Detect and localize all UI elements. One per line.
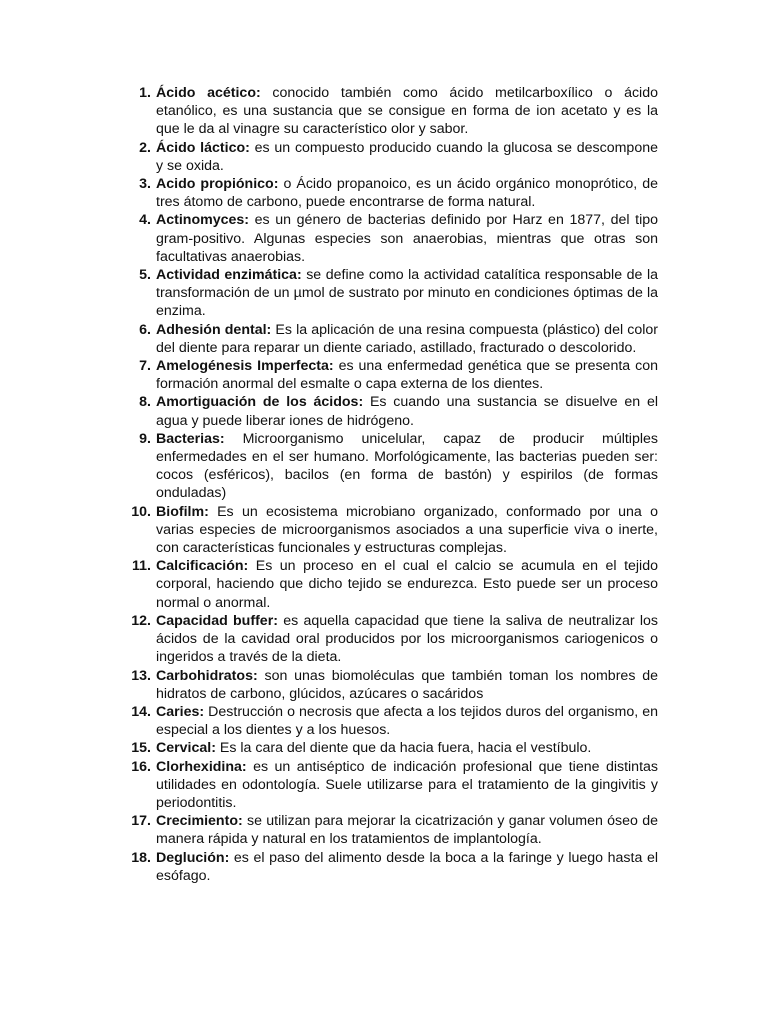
entry-text [156,703,658,739]
entry-term: Caries: [156,703,205,720]
entry-definition: es una enfermedad genética que se presenta con formación anormal del esmalte o capa externa de los dientes. [156,358,658,393]
entry-definition: es aquella capacidad que tiene la saliva de neutralizar los ácidos de la cavidad oral producidos por los microorganismos cariogenicos o ingeridos a través de la dieta. [156,612,659,666]
entry-term: Calcificación: [156,558,249,575]
glossary-entry [126,321,658,357]
entry-text [156,812,658,848]
entry-text [156,175,658,211]
entry-text [156,557,658,612]
entry-definition: se utilizan para mejorar la cicatrización y ganar volumen óseo de manera rápida y natural en los tratamientos de implantología. [156,813,658,848]
entry-definition: es un género de bacterias definido por Harz en 1877, del tipo gram-positivo. Algunas especies son anaerobias, mientras que otras son facultativas anaerobias. [156,212,658,265]
entry-term: Adhesión dental: [156,321,272,338]
entry-number: 6. [139,321,151,338]
glossary-entry [126,139,658,175]
glossary-entry [126,812,658,848]
glossary-entry [126,211,658,266]
entry-term: Carbohidratos: [156,667,258,684]
entry-number: 11. [132,558,151,575]
entry-term: Cervical: [156,740,216,757]
glossary-entry [126,612,658,667]
entry-text [156,266,658,321]
entry-definition: es un antiséptico de indicación profesional que tiene distintas utilidades en odontología. Suele utilizarse para el tratamiento de la gingivitis y periodontitis. [156,758,658,811]
entry-text [156,612,658,667]
entry-number: 2. [139,139,151,156]
glossary-entry [126,739,658,757]
entry-definition: Microorganismo unicelular, capaz de producir múltiples enfermedades en el ser humano. Morfológicamente, las bacterias pueden ser: cocos (esféricos), bacilos (en forma de bastón) y espirilos (de formas onduladas) [156,430,658,502]
glossary-entry [126,758,658,813]
entry-number: 8. [139,394,151,411]
entry-definition: es un compuesto producido cuando la glucosa se descompone y se oxida. [156,139,658,174]
glossary-entry [126,175,658,211]
entry-term: Crecimiento: [156,813,243,830]
glossary-entry [126,84,658,139]
glossary-list [126,84,658,885]
entry-text [156,758,658,813]
glossary-entry [126,557,658,612]
entry-text [156,321,658,357]
entry-text [156,84,658,139]
entry-term: Bacterias: [156,430,225,447]
entry-text [156,739,658,757]
entry-definition: es el paso del alimento desde la boca a la faringe y luego hasta el esófago. [156,849,658,884]
entry-definition: conocido también como ácido metilcarboxílico o ácido etanólico, es una sustancia que se consigue en forma de ion acetato y es la que le da al vinagre su característico olor y sabor. [156,85,658,138]
entry-definition: o Ácido propanoico, es un ácido orgánico monoprótico, de tres átomo de carbono, puede encontrarse de forma natural. [156,176,659,211]
entry-term: Actinomyces: [156,212,250,229]
entry-number: 12. [131,612,151,629]
entry-definition: Es la cara del diente que da hacia fuera, hacia el vestíbulo. [215,740,592,757]
entry-number: 15. [131,740,151,757]
entry-term: Acido propiónico: [156,176,279,193]
entry-term: Clorhexidina: [156,758,247,775]
entry-definition: Es la aplicación de una resina compuesta (plástico) del color del diente para reparar un diente cariado, astillado, fracturado o descolorido. [156,321,658,356]
entry-number: 1. [139,85,151,101]
entry-term: Actividad enzimática: [156,267,302,284]
entry-number: 14. [131,703,151,720]
entry-number: 4. [139,212,151,229]
entry-number: 3. [139,176,151,193]
entry-number: 13. [131,667,151,684]
entry-term: Ácido acético: [156,85,261,101]
glossary-entry [126,357,658,393]
entry-number: 10. [131,503,151,520]
entry-definition: son unas biomoléculas que también toman los nombres de hidratos de carbono, glúcidos, azúcares o sacáridos [156,667,658,702]
entry-definition: Destrucción o necrosis que afecta a los tejidos duros del organismo, en especial a los dientes y a los huesos. [156,703,658,739]
entry-term: Deglución: [156,849,230,866]
entry-text [156,849,658,885]
glossary-entry [126,430,658,503]
entry-text [156,211,658,266]
glossary-entry [126,503,658,558]
entry-term: Biofilm: [156,503,209,520]
entry-text [156,503,658,558]
entry-term: Amortiguación de los ácidos: [156,394,364,411]
glossary-entry [126,849,658,885]
entry-number: 17. [131,813,151,830]
entry-number: 5. [139,267,151,284]
entry-definition: Es cuando una sustancia se disuelve en el agua y puede liberar iones de hidrógeno. [156,394,658,429]
entry-text [156,393,658,429]
entry-text [156,357,658,393]
entry-term: Capacidad buffer: [156,612,278,629]
entry-definition: Es un proceso en el cual el calcio se acumula en el tejido corporal, haciendo que dicho tejido se endurezca. Esto puede ser un proceso normal o anormal. [156,558,658,611]
entry-number: 9. [139,430,151,447]
entry-number: 7. [139,358,151,375]
entry-text [156,430,658,503]
entry-term: Ácido láctico: [156,139,250,156]
entry-definition: Es un ecosistema microbiano organizado, conformado por una o varias especies de microorganismos asociados a una superficie viva o inerte, con características funcionales y estructuras complejas. [156,503,658,557]
entry-definition: se define como la actividad catalítica responsable de la transformación de un µmol de sustrato por minuto en condiciones óptimas de la enzima. [156,267,658,320]
glossary-entry [126,703,658,739]
entry-text [156,139,658,175]
entry-number: 16. [131,758,151,775]
glossary-entry [126,266,658,321]
entry-number: 18. [131,849,151,866]
glossary-entry [126,393,658,429]
entry-term: Amelogénesis Imperfecta: [156,358,334,375]
glossary-entry [126,667,658,703]
entry-text [156,667,658,703]
